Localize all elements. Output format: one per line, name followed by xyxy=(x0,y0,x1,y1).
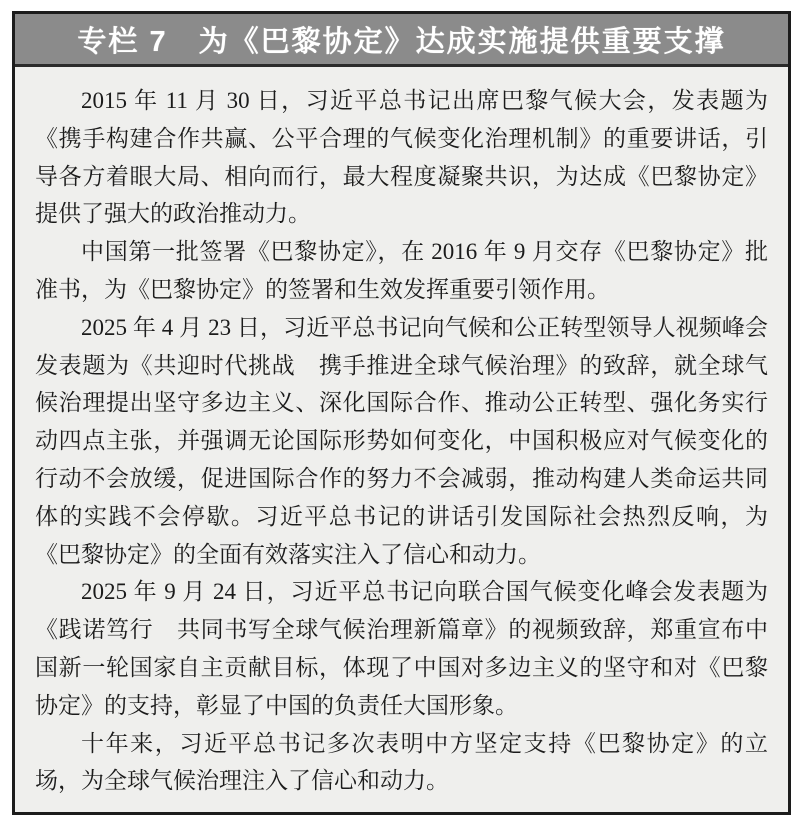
paragraph-5: 十年来，习近平总书记多次表明中方坚定支持《巴黎协定》的立场，为全球气候治理注入了信心和动力。 xyxy=(35,730,768,794)
column7-title: 专栏 7 为《巴黎协定》达成实施提供重要支撑 xyxy=(77,25,726,58)
column7-textbox xyxy=(12,11,791,815)
column7-body xyxy=(15,67,788,812)
paragraph-3: 2025 年 4 月 23 日，习近平总书记向气候和公正转型领导人视频峰会发表题为《共迎时代挑战 携手推进全球气候治理》的致辞，就全球气候治理提出坚守多边主义、深化国际合作、推动公正转型、强化务实行动四点主张，并强调无论国际形势如何变化，中国积极应对气候变化的行动不会放缓，促进国际合作的努力不会减弱，推动构建人类命运共同体的实践不会停歇。习近平总书记的讲话引发国际社会热烈反响，为《巴黎协定》的全面有效落实注入了信心和动力。 xyxy=(35,314,768,567)
paragraph-4: 2025 年 9 月 24 日，习近平总书记向联合国气候变化峰会发表题为《践诺笃行 共同书写全球气候治理新篇章》的视频致辞，郑重宣布中国新一轮国家自主贡献目标，体现了中国对多边主义的坚守和对《巴黎协定》的支持，彰显了中国的负责任大国形象。 xyxy=(35,579,768,718)
paragraph-2: 中国第一批签署《巴黎协定》，在 2016 年 9 月交存《巴黎协定》批准书，为《巴黎协定》的签署和生效发挥重要引领作用。 xyxy=(35,239,768,302)
paragraph-1: 2015 年 11 月 30 日，习近平总书记出席巴黎气候大会，发表题为《携手构建合作共赢、公平合理的气候变化治理机制》的重要讲话，引导各方着眼大局、相向而行，最大程度凝聚共识，为达成《巴黎协定》提供了强大的政治推动力。 xyxy=(35,88,768,227)
column7-title-bar xyxy=(15,14,788,67)
